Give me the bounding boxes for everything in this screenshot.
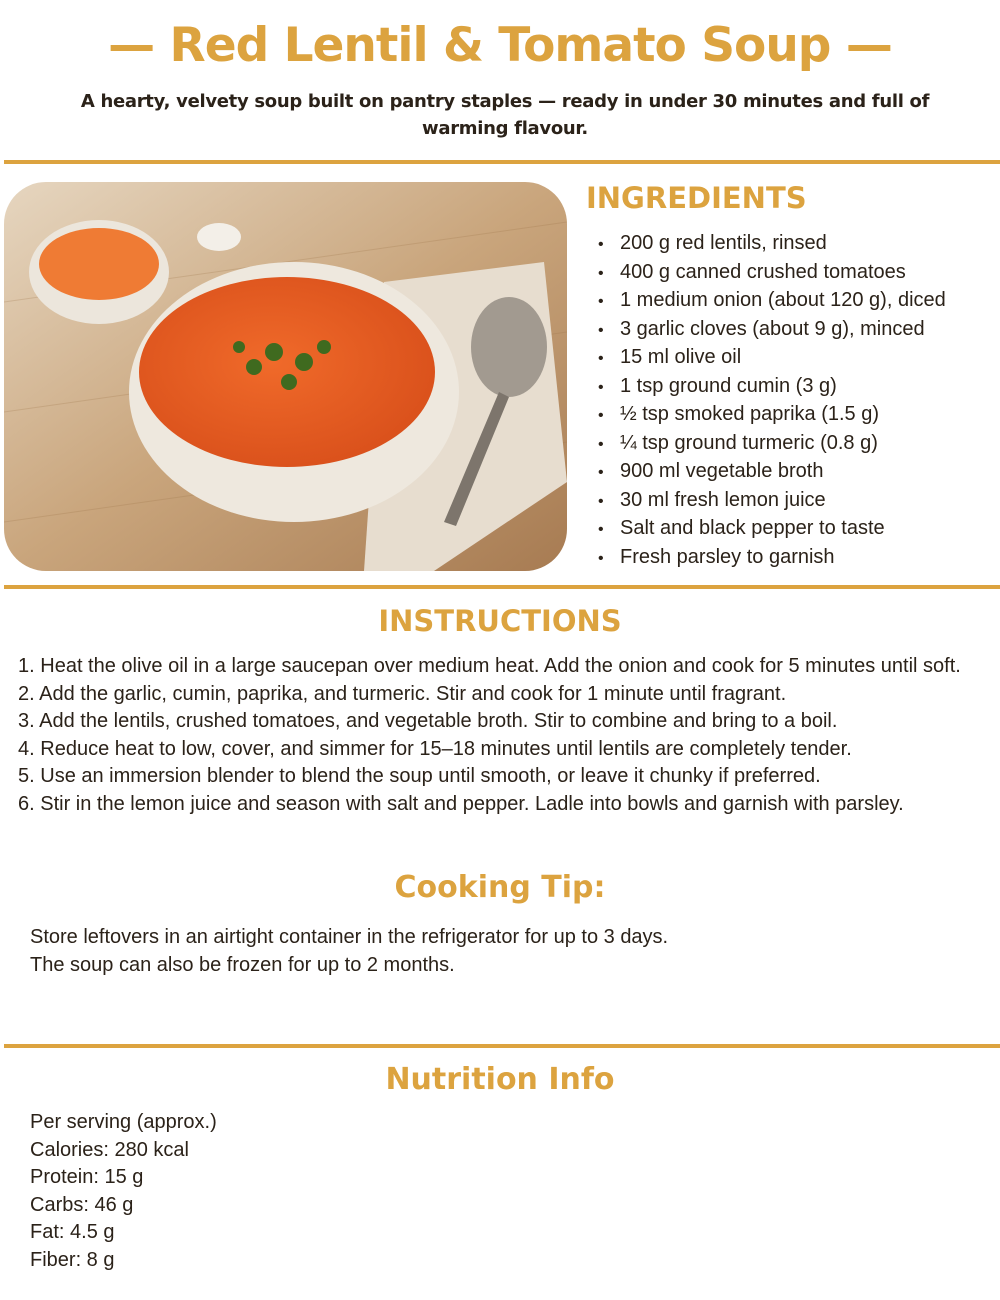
divider xyxy=(4,1044,1000,1048)
instructions-heading: INSTRUCTIONS xyxy=(378,604,622,638)
cooking-tip-heading: Cooking Tip: xyxy=(394,870,606,905)
instruction-step: 6. Stir in the lemon juice and season with salt and pepper. Ladle into bowls and garnish with parsley. xyxy=(18,792,904,815)
ingredient-item: • 15 ml olive oil xyxy=(598,344,946,373)
instruction-step: 1. Heat the olive oil in a large saucepan over medium heat. Add the onion and cook for 5 minutes until soft. xyxy=(18,655,961,677)
ingredient-item: • ½ tsp smoked paprika (1.5 g) xyxy=(598,401,946,430)
ingredient-item: • Fresh parsley to garnish xyxy=(598,544,946,573)
instruction-step: 2. Add the garlic, cumin, paprika, and turmeric. Stir and cook for 1 minute until fragrant. xyxy=(18,682,787,705)
ingredients-heading: INGREDIENTS xyxy=(586,181,807,215)
divider xyxy=(4,585,1000,589)
ingredient-item: • 200 g red lentils, rinsed xyxy=(598,230,946,259)
ingredient-item: • 400 g canned crushed tomatoes xyxy=(598,259,946,288)
recipe-title: — Red Lentil & Tomato Soup — xyxy=(108,18,892,73)
ingredient-item: • 30 ml fresh lemon juice xyxy=(598,487,946,516)
nutrition-info: Per serving (approx.) Calories: 280 kcal Protein: 15 g Carbs: 46 g Fat: 4.5 g Fiber: 8 g xyxy=(30,1111,217,1271)
ingredient-item: • 1 tsp ground cumin (3 g) xyxy=(598,373,946,402)
divider xyxy=(4,160,1000,164)
instructions-list xyxy=(18,653,1000,818)
instruction-step: 4. Reduce heat to low, cover, and simmer for 15–18 minutes until lentils are completely tender. xyxy=(18,737,852,760)
cooking-tip-text: Store leftovers in an airtight container in the refrigerator for up to 3 days. The soup can also be frozen for up to 2 months. xyxy=(30,926,669,976)
soup-photo xyxy=(4,182,567,571)
ingredients-list xyxy=(598,230,946,572)
ingredient-item: • 3 garlic cloves (about 9 g), minced xyxy=(598,316,946,345)
ingredient-item: • 1 medium onion (about 120 g), diced xyxy=(598,287,946,316)
ingredient-item: • Salt and black pepper to taste xyxy=(598,515,946,544)
instruction-step: 5. Use an immersion blender to blend the soup until smooth, or leave it chunky if preferred. xyxy=(18,765,821,787)
ingredient-item: • ¼ tsp ground turmeric (0.8 g) xyxy=(598,430,946,459)
nutrition-heading: Nutrition Info xyxy=(385,1062,615,1097)
instruction-step: 3. Add the lentils, crushed tomatoes, and vegetable broth. Stir to combine and bring to a boil. xyxy=(18,710,838,732)
ingredient-item: • 900 ml vegetable broth xyxy=(598,458,946,487)
recipe-subtitle: A hearty, velvety soup built on pantry staples — ready in under 30 minutes and full of warming flavour. xyxy=(80,91,930,139)
